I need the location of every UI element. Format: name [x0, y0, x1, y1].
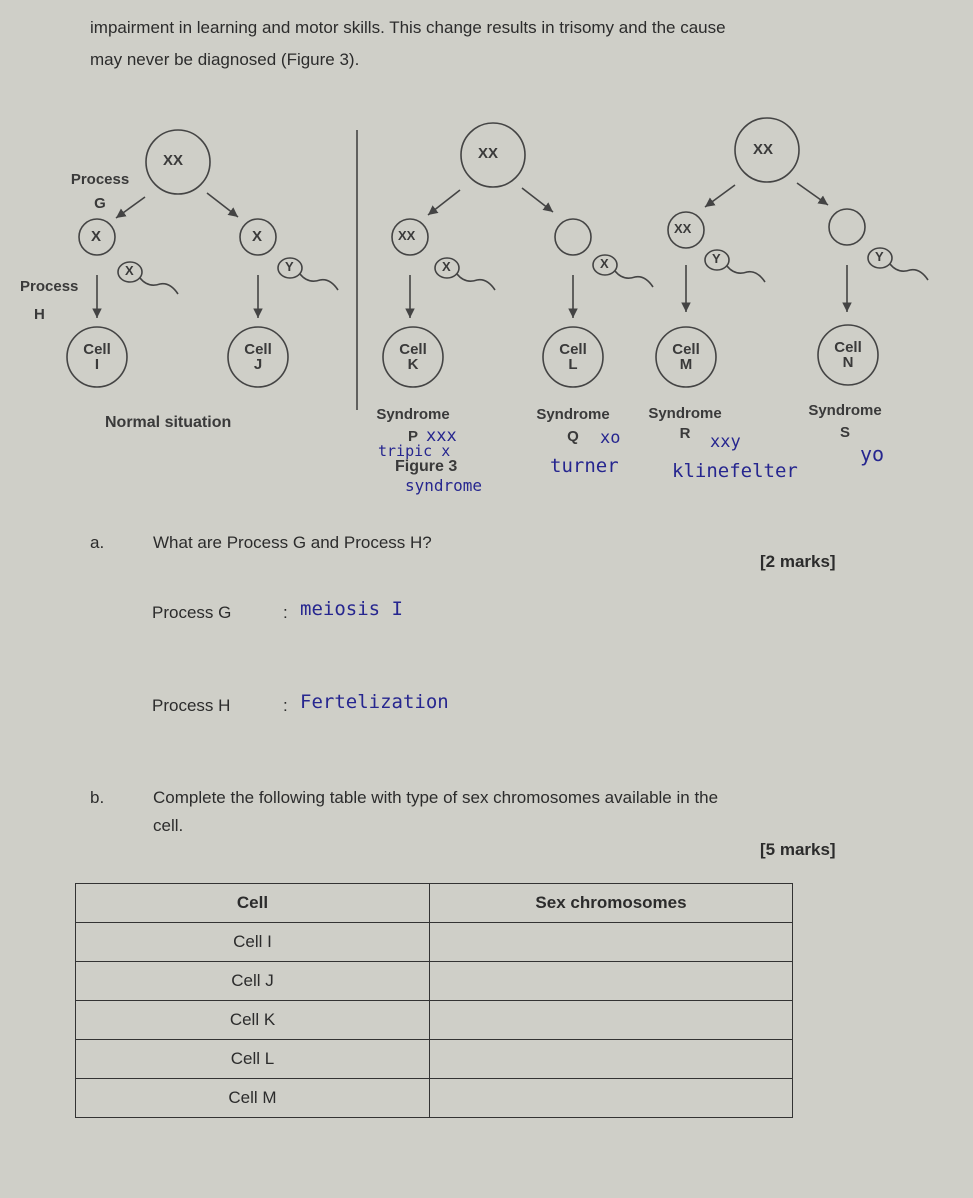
row-label: Cell I — [76, 923, 430, 962]
handwritten-r-genotype: xxy — [710, 432, 741, 452]
sperm-chromosome-x: X — [442, 259, 451, 274]
syndrome-q: Syndrome Q — [536, 406, 610, 445]
chromosome-xx: XX — [398, 228, 416, 243]
syndrome-r: Syndrome R — [648, 405, 722, 442]
row-label: Cell K — [76, 1001, 430, 1040]
syndrome-p: Syndrome P — [376, 406, 450, 445]
sperm-chromosome-x: X — [600, 256, 609, 271]
table-row — [76, 962, 793, 1001]
table-row — [76, 1001, 793, 1040]
handwritten-p-genotype: xxx — [426, 426, 457, 446]
process-h-answer-label: Process H — [152, 696, 231, 715]
answer-cell[interactable] — [430, 962, 793, 1001]
colon: : — [283, 696, 288, 715]
process-g-answer-label: Process G — [152, 603, 232, 622]
question-a-text: What are Process G and Process H? — [153, 533, 432, 552]
question-a-marks: [2 marks] — [760, 552, 836, 571]
answer-cell[interactable] — [430, 923, 793, 962]
table-header-row — [76, 884, 793, 923]
process-h-answer[interactable]: Fertelization — [300, 691, 449, 713]
arrows — [97, 183, 847, 318]
handwritten-q-name: turner — [550, 455, 619, 477]
colon: : — [283, 603, 288, 622]
question-b-text-2: cell. — [153, 816, 184, 835]
chromosome-x: X — [252, 228, 263, 245]
intro-line-1: impairment in learning and motor skills. This change results in trisomy and the cause — [90, 18, 726, 37]
process-g-label: Process G — [70, 171, 130, 212]
handwritten-r-name: klinefelter — [672, 460, 798, 482]
answer-cell[interactable] — [430, 1040, 793, 1079]
table-row — [76, 923, 793, 962]
chromosome-x: X — [91, 228, 102, 245]
chromosome-xx: XX — [674, 221, 692, 236]
normal-situation-label: Normal situation — [105, 414, 232, 431]
question-a-number: a. — [90, 533, 105, 552]
answer-cell[interactable] — [430, 1079, 793, 1118]
row-label: Cell L — [76, 1040, 430, 1079]
header-sex-chromosomes: Sex chromosomes — [430, 884, 793, 923]
cell-l: Cell L — [559, 341, 587, 373]
header-cell: Cell — [76, 884, 430, 923]
cell-j: Cell J — [244, 341, 272, 373]
chromosome-xx: XX — [163, 152, 184, 169]
intro-line-2: may never be diagnosed (Figure 3). — [90, 50, 360, 69]
sperm-chromosome-y: Y — [875, 249, 884, 264]
row-label: Cell M — [76, 1079, 430, 1118]
handwritten-p-name-2: syndrome — [405, 476, 483, 495]
question-b-number: b. — [90, 788, 105, 807]
question-b-text: Complete the following table with type of sex chromosomes available in the — [153, 788, 719, 807]
handwritten-s-genotype: yo — [860, 442, 885, 466]
answer-cell[interactable] — [430, 1001, 793, 1040]
table-row — [76, 1079, 793, 1118]
cell-m: Cell M — [672, 341, 700, 373]
chromosome-xx: XX — [753, 141, 774, 158]
process-h-label: Process H — [20, 278, 79, 323]
sperm-chromosome-y: Y — [712, 251, 721, 266]
process-g-answer[interactable]: meiosis I — [300, 598, 403, 620]
chromosome-xx: XX — [478, 145, 499, 162]
handwritten-q-genotype: xo — [600, 428, 621, 448]
table-row — [76, 1040, 793, 1079]
sperm-chromosome-x: X — [125, 263, 134, 278]
question-b-marks: [5 marks] — [760, 840, 836, 859]
figure-caption: Figure 3 — [395, 458, 458, 475]
row-label: Cell J — [76, 962, 430, 1001]
syndrome-s: Syndrome S — [808, 402, 882, 441]
cell-circles — [67, 118, 878, 387]
cell-i: Cell I — [83, 341, 111, 373]
sperm-chromosome-y: Y — [285, 259, 294, 274]
sex-chromosome-table — [75, 883, 793, 1118]
sperm-icons — [118, 248, 928, 294]
cell-k: Cell K — [399, 341, 427, 373]
cell-n: Cell N — [834, 339, 862, 371]
handwritten-p-name: tripic x — [378, 442, 451, 460]
